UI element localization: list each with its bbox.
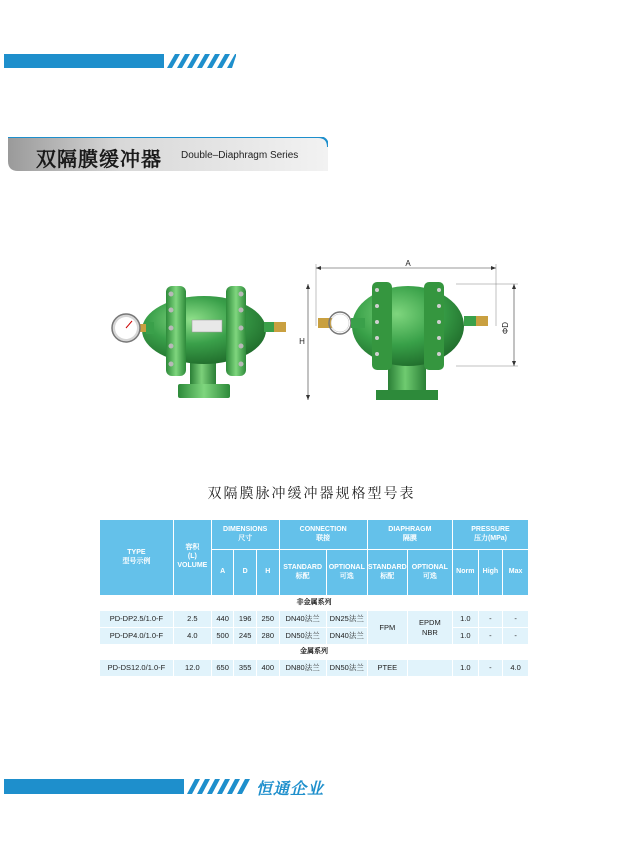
header-conn-standard-en: STANDARD — [283, 563, 323, 571]
header-dia-optional-cn: 可选 — [422, 572, 437, 580]
product-photo — [108, 280, 300, 402]
header-pressure-cn: 压力(MPa) — [473, 534, 508, 542]
table-title: 双隔膜脉冲缓冲器规格型号表 — [207, 486, 416, 502]
cell-volume: 2.5 — [173, 611, 211, 628]
table-row — [100, 660, 529, 677]
cell-conn-standard: DN80法兰 — [279, 660, 326, 677]
header-connection-en: CONNECTION — [299, 525, 347, 533]
category-nonmetal: 非金属系列 — [100, 596, 529, 611]
header-type-en: TYPE — [127, 548, 146, 556]
table-row — [100, 628, 529, 645]
cell-norm: 1.0 — [452, 660, 478, 677]
header-diaphragm-cn: 隔膜 — [402, 534, 417, 542]
cell-dia-optional — [407, 611, 452, 645]
cell-conn-optional: DN25法兰 — [326, 611, 367, 628]
cell-conn-optional: DN40法兰 — [326, 628, 367, 645]
bottom-decorative-bar — [4, 779, 250, 794]
cell-norm: 1.0 — [452, 628, 478, 645]
header-type-cn: 型号示例 — [122, 557, 151, 565]
dimension-drawing — [296, 256, 528, 406]
cell-dia-standard: PTEE — [367, 660, 407, 677]
cell-high: - — [478, 628, 503, 645]
cell-dia-optional — [407, 660, 452, 677]
header-pressure-en: PRESSURE — [471, 525, 510, 533]
cell-a: 500 — [211, 628, 234, 645]
header-dim-h: H — [256, 550, 279, 596]
header-connection — [279, 520, 367, 550]
cell-type: PD-DP2.5/1.0-F — [100, 611, 174, 628]
cell-h: 280 — [256, 628, 279, 645]
cell-h: 400 — [256, 660, 279, 677]
cell-high: - — [478, 611, 503, 628]
cell-a: 440 — [211, 611, 234, 628]
header-volume-cn: 容积 — [185, 544, 200, 552]
header-dimensions — [211, 520, 279, 550]
cell-high: - — [478, 660, 503, 677]
header-norm: Norm — [452, 550, 478, 596]
dim-label-d: ΦD — [501, 321, 510, 335]
cell-conn-optional: DN50法兰 — [326, 660, 367, 677]
header-dim-d: D — [234, 550, 257, 596]
brand-logo-text: 恒通企业 — [256, 779, 325, 798]
dim-label-h: H — [299, 337, 305, 346]
dim-label-a: A — [405, 259, 411, 268]
cell-conn-standard: DN50法兰 — [279, 628, 326, 645]
cell-max: - — [503, 628, 529, 645]
header-dia-standard — [367, 550, 407, 596]
header-dimensions-cn: 尺寸 — [238, 534, 253, 542]
header-dia-optional-en: OPTIONAL — [411, 563, 448, 571]
spec-table — [99, 519, 529, 677]
cell-d: 245 — [234, 628, 257, 645]
cell-volume: 4.0 — [173, 628, 211, 645]
header-volume-en: VOLUME — [177, 561, 208, 569]
header-diaphragm-en: DIAPHRAGM — [388, 525, 432, 533]
cell-dia-standard: FPM — [367, 611, 407, 645]
header-conn-optional — [326, 550, 367, 596]
page-subtitle: Double–Diaphragm Series — [181, 150, 299, 161]
header-diaphragm — [367, 520, 452, 550]
header-max: Max — [503, 550, 529, 596]
cell-a: 650 — [211, 660, 234, 677]
cell-d: 355 — [234, 660, 257, 677]
header-pressure — [452, 520, 528, 550]
cell-dia-optional-2: NBR — [421, 627, 438, 637]
cell-max: 4.0 — [503, 660, 529, 677]
cell-volume: 12.0 — [173, 660, 211, 677]
header-conn-optional-cn: 可选 — [339, 572, 354, 580]
header-dimensions-en: DIMENSIONS — [223, 525, 268, 533]
cell-type: PD-DS12.0/1.0-F — [100, 660, 174, 677]
header-conn-standard-cn: 标配 — [295, 572, 310, 580]
cell-d: 196 — [234, 611, 257, 628]
header-conn-standard — [279, 550, 326, 596]
header-high: High — [478, 550, 503, 596]
header-connection-cn: 联接 — [316, 534, 331, 542]
cell-norm: 1.0 — [452, 611, 478, 628]
cell-type: PD-DP4.0/1.0-F — [100, 628, 174, 645]
table-row — [100, 611, 529, 628]
header-dia-standard-cn: 标配 — [380, 572, 395, 580]
page-title: 双隔膜缓冲器 — [36, 147, 162, 171]
header-dia-optional — [407, 550, 452, 596]
cell-max: - — [503, 611, 529, 628]
header-dia-standard-en: STANDARD — [367, 563, 407, 571]
top-decorative-bar — [4, 54, 236, 68]
header-volume-unit: (L) — [187, 553, 197, 561]
header-dim-a: A — [211, 550, 234, 596]
cell-dia-optional-1: EPDM — [419, 618, 441, 628]
category-metal: 金属系列 — [100, 645, 529, 660]
cell-h: 250 — [256, 611, 279, 628]
header-conn-optional-en: OPTIONAL — [328, 563, 365, 571]
cell-conn-standard: DN40法兰 — [279, 611, 326, 628]
header-volume — [173, 520, 211, 596]
header-type — [100, 520, 174, 596]
